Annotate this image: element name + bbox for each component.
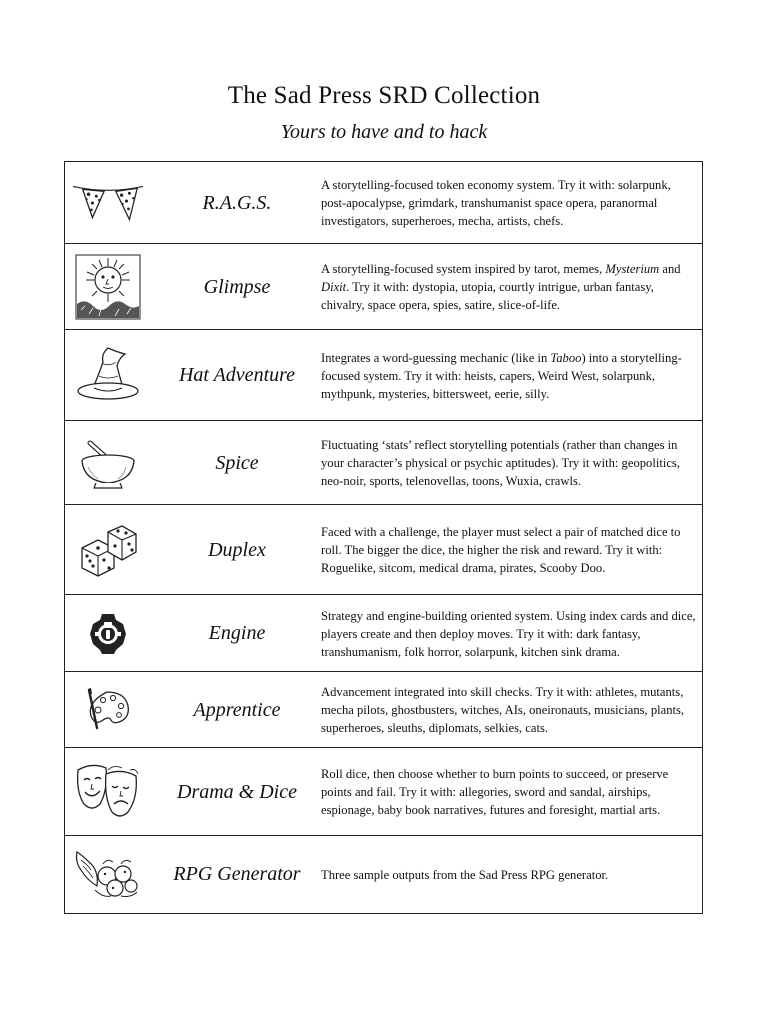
- page-subtitle: Yours to have and to hack: [280, 121, 488, 143]
- table-row: [65, 672, 702, 748]
- page-title: The Sad Press SRD Collection: [227, 82, 541, 109]
- system-description: Integrates a word-guessing mechanic (like in Taboo) into a storytelling-focused system. Try it with: heists, capers, Weird West, solarpunk, mythpunk, mysteries, bittersweet, eerie, silly.: [321, 350, 682, 401]
- table-row: [65, 505, 702, 595]
- table-row: [65, 748, 702, 836]
- system-description: Strategy and engine-building oriented system. Using index cards and dice, players create and then deploy moves. Try it with: dark fantasy, transhumanism, folk horror, solarpunk, kitchen sink drama.: [321, 608, 696, 659]
- system-name: RPG Generator: [173, 863, 301, 885]
- table-row: [65, 330, 702, 421]
- system-description: A storytelling-focused system inspired by tarot, memes, Mysterium and Dixit. Try it with: dystopia, utopia, courtly intrigue, urban fantasy, chivalry, space opera, spies, satire, slice-of-life.: [321, 262, 681, 312]
- bunting-flags-icon: [71, 162, 145, 244]
- dice-icon: [71, 505, 145, 595]
- system-name: R.A.G.S.: [202, 191, 272, 214]
- table-row: [65, 836, 702, 913]
- paint-palette-icon: [71, 672, 145, 748]
- table-row: [65, 244, 702, 330]
- system-name: Drama & Dice: [177, 780, 297, 803]
- srd-table: [64, 161, 703, 914]
- mortar-pestle-icon: [71, 421, 145, 505]
- system-name: Duplex: [208, 538, 266, 561]
- system-name: Spice: [215, 451, 259, 474]
- cornucopia-icon: [71, 836, 145, 913]
- wizard-hat-icon: [71, 330, 145, 421]
- system-name: Glimpse: [203, 275, 271, 298]
- table-row: [65, 421, 702, 505]
- theatre-masks-icon: [71, 748, 145, 836]
- system-description: A storytelling-focused token economy system. Try it with: solarpunk, post-apocalypse, grimdark, transhumanist space opera, paranormal investigators, superheroes, mecha, artists, chefs.: [321, 178, 671, 228]
- engine-gear-icon: [71, 595, 145, 672]
- system-name: Engine: [208, 622, 266, 644]
- system-description: Roll dice, then choose whether to burn points to succeed, or preserve points and fail. Try it with: allegories, sword and sandal, airships, espionage, baby book narratives, futures and foresight, martial arts.: [321, 767, 669, 817]
- system-name: Apprentice: [193, 698, 281, 721]
- system-description: Fluctuating ‘stats’ reflect storytelling potentials (rather than changes in your character’s physical or psychic aptitudes). Try it with: geopolitics, neo-noir, sports, telenovellas, toons, Wuxia, crawls.: [321, 438, 680, 488]
- table-row: [65, 162, 702, 244]
- system-description: Advancement integrated into skill checks. Try it with: athletes, mutants, mecha pilots, ghostbusters, witches, AIs, oneironauts, musicians, plants, superheroes, sleuths, diplomats, selkies, cats.: [321, 685, 685, 735]
- system-description: Three sample outputs from the Sad Press RPG generator.: [321, 867, 609, 882]
- system-description: Faced with a challenge, the player must select a pair of matched dice to roll. The bigger the dice, the higher the risk and reward. Try it with: Roguelike, sitcom, medical drama, pirates, Scooby Doo.: [321, 525, 681, 575]
- system-name: Hat Adventure: [178, 364, 296, 386]
- tarot-sun-icon: [71, 244, 145, 330]
- table-row: [65, 595, 702, 672]
